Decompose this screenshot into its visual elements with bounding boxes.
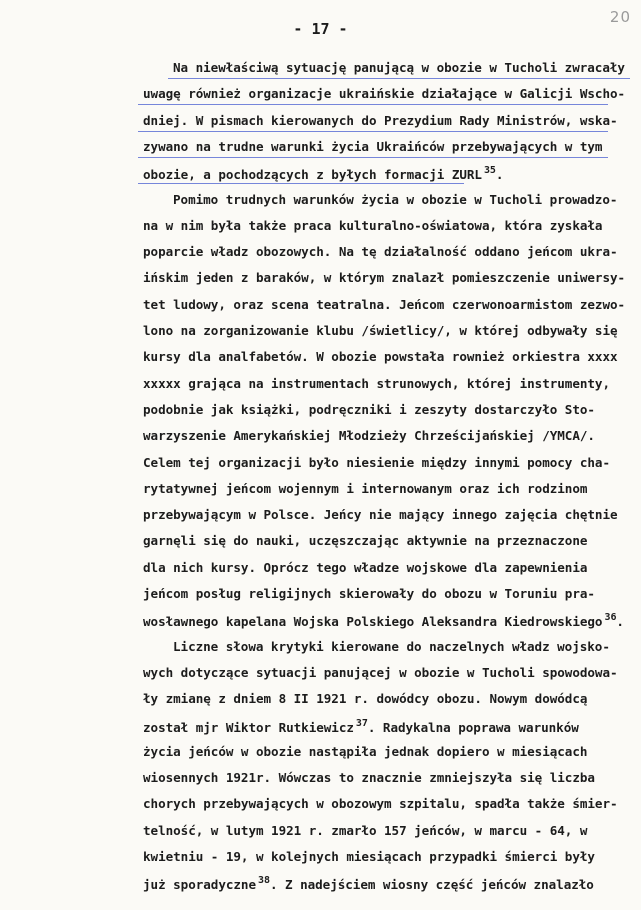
footnote-marker: 36	[604, 612, 617, 624]
line-text: został mjr Wiktor Rutkiewicz	[143, 719, 354, 735]
line-text: Celem tej organizacji było niesienie między innymi pomocy cha-	[143, 454, 610, 470]
line-text: dniej. W pismach kierowanych do Prezydium Rady Ministrów, wska-	[143, 112, 618, 128]
text-line	[143, 849, 595, 864]
text-line	[173, 60, 625, 75]
line-text: poparcie władz obozowych. Na tę działalność oddano jeńcom ukra-	[143, 244, 618, 260]
pen-underline	[138, 183, 464, 184]
line-text: ły zmianę z dniem 8 II 1921 r. dowódcy obozu. Nowym dowódcą	[143, 691, 588, 707]
line-text: chorych przebywających w obozowym szpitalu, spadła także śmier-	[143, 796, 618, 812]
text-line	[143, 165, 503, 182]
text-line	[143, 823, 587, 838]
line-text: na w nim była także praca kulturalno-oświatowa, która zyskała	[143, 217, 603, 233]
text-line	[143, 665, 618, 680]
pen-underline	[138, 157, 608, 158]
line-text: xxxxx grająca na instrumentach strunowych, której instrumenty,	[143, 375, 610, 391]
text-line	[143, 691, 587, 706]
line-text: warzyszenie Amerykańskiej Młodzieży Chrześcijańskiej /YMCA/.	[143, 428, 595, 444]
line-text-tail: .	[616, 614, 624, 630]
pen-underline	[168, 78, 630, 79]
pen-underline	[138, 104, 608, 105]
text-line	[143, 533, 587, 548]
line-text: wych dotyczące sytuacji panującej w obozie w Tucholi spowodowa-	[143, 664, 618, 680]
line-text: zywano na trudne warunki życia Ukraińców przebywających w tym	[143, 138, 603, 154]
line-text-tail: . Radykalna poprawa warunków	[367, 719, 579, 735]
line-text: podobnie jak książki, podręczniki i zeszyty dostarczyło Sto-	[143, 401, 595, 417]
text-line	[143, 455, 610, 470]
text-line	[143, 244, 618, 259]
line-text: Pomimo trudnych warunków życia w obozie w Tucholi prowadzo-	[173, 191, 618, 207]
line-text: kwietniu - 19, w kolejnych miesiącach przypadki śmierci były	[143, 849, 595, 864]
text-line	[173, 639, 610, 654]
line-text: tet ludowy, oraz scena teatralna. Jeńcom czerwonoarmistom zezwo-	[143, 296, 626, 312]
line-text: już sporadyczne	[143, 877, 256, 893]
text-line	[143, 218, 602, 233]
text-line	[143, 744, 587, 759]
text-line	[143, 402, 595, 417]
line-text: rytatywnej jeńcom wojennym i internowanym oraz ich rodzinom	[143, 480, 588, 496]
line-text-tail: . Z nadejściem wiosny część jeńców znalazło	[269, 877, 594, 893]
text-line	[143, 113, 618, 128]
text-line	[143, 270, 625, 285]
text-line	[143, 770, 595, 785]
text-line	[173, 192, 617, 207]
text-line	[143, 323, 618, 338]
text-line	[143, 428, 595, 443]
text-line	[143, 297, 625, 312]
text-line	[143, 481, 587, 496]
line-text: uwagę również organizacje ukraińskie działające w Galicji Wscho-	[143, 86, 626, 102]
line-text: kursy dla analfabetów. W obozie powstała rownież orkiestra xxxx	[143, 349, 618, 365]
footnote-marker: 38	[257, 875, 270, 887]
footnote-marker: 35	[483, 165, 496, 177]
text-line	[143, 560, 587, 575]
line-text: garnęli się do nauki, uczęszczając aktywnie na przeznaczone	[143, 533, 588, 549]
line-text: telność, w lutym 1921 r. zmarło 157 jeńców, w marcu - 64, w	[143, 822, 588, 838]
footnote-marker: 37	[355, 717, 368, 729]
line-text: obozie, a pochodzących z byłych formacji ZURL	[143, 167, 482, 183]
text-line	[143, 139, 602, 154]
line-text: jeńcom posług religijnych skierowały do obozu w Toruniu pra-	[143, 586, 595, 601]
text-line	[143, 796, 618, 811]
line-text: wosławnego kapelana Wojska Polskiego Aleksandra Kiedrowskiego	[143, 614, 603, 630]
text-line	[143, 507, 618, 522]
text-line	[143, 86, 625, 101]
text-line	[143, 875, 594, 892]
line-text: wiosennych 1921r. Wówczas to znacznie zmniejszyła się liczba	[143, 770, 595, 786]
line-text: lono na zorganizowanie klubu /świetlicy/, w której odbywały się	[143, 323, 618, 338]
line-text: Na niewłaściwą sytuację panującą w obozie w Tucholi zwracały	[173, 60, 625, 75]
text-line	[143, 586, 595, 601]
line-text: ińskim jeden z baraków, w którym znalazł pomieszczenie uniwersy-	[143, 270, 626, 286]
line-text: życia jeńców w obozie nastąpiła jednak dopiero w miesiącach	[143, 743, 588, 759]
text-line	[143, 612, 624, 629]
line-text-tail: .	[495, 167, 504, 183]
text-line	[143, 718, 579, 735]
line-text: Liczne słowa krytyki kierowane do naczelnych władz wojsko-	[173, 638, 610, 654]
text-line	[143, 376, 610, 391]
page-number: - 17 -	[293, 20, 348, 38]
line-text: dla nich kursy. Oprócz tego władze wojskowe dla zapewnienia	[143, 559, 588, 575]
text-line	[143, 349, 618, 364]
pen-underline	[138, 131, 608, 132]
handwritten-page-number: 20	[609, 8, 631, 26]
line-text: przebywającym w Polsce. Jeńcy nie mający innego zajęcia chętnie	[143, 507, 618, 523]
